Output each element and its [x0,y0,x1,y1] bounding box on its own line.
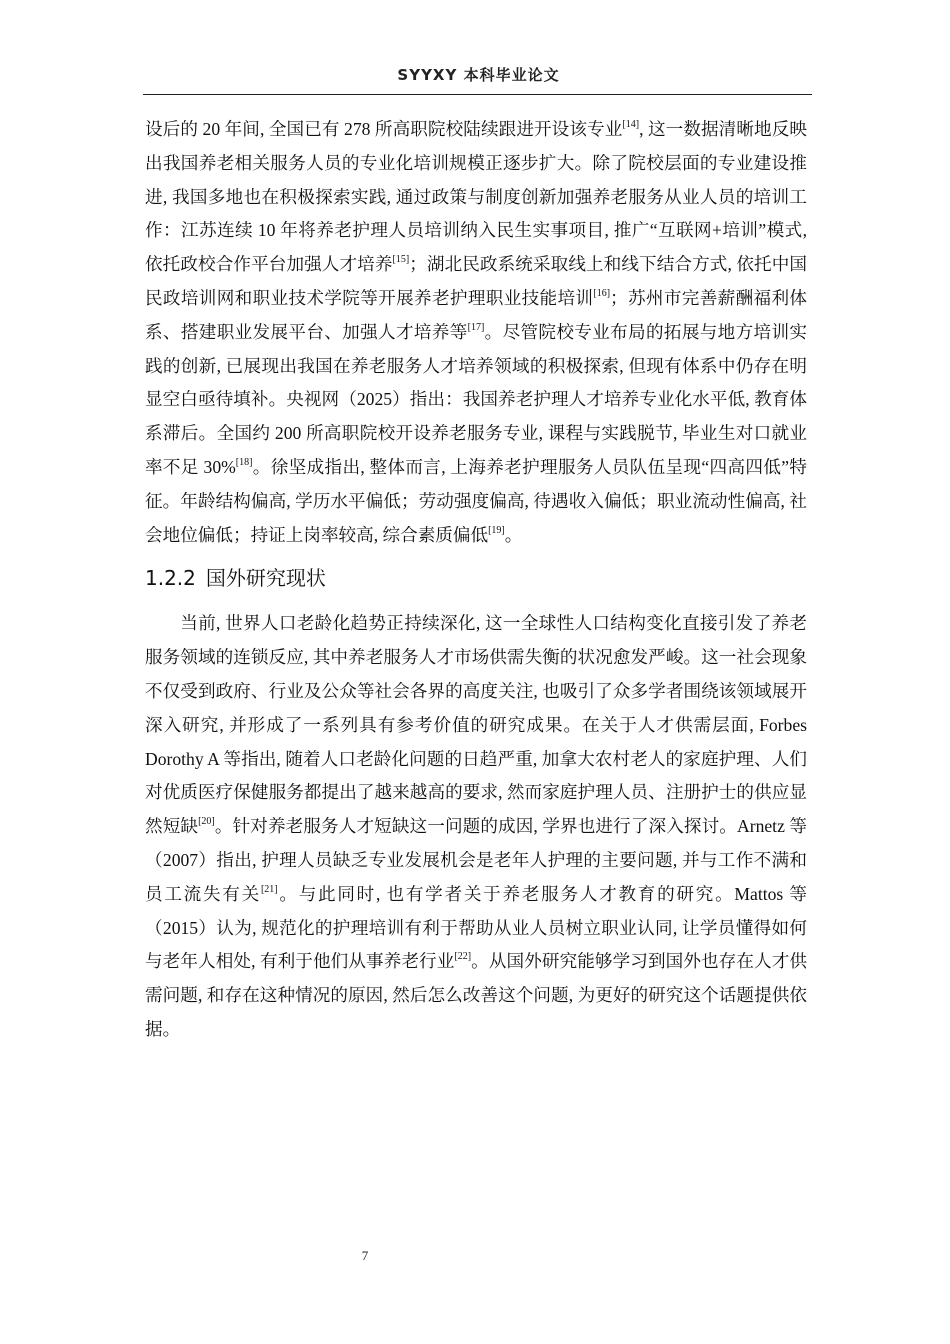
paragraph-text: 当前, 世界人口老龄化趋势正持续深化, 这一全球性人口结构变化直接引发了养老服务领域的连锁反应, 其中养老服务人才市场供需失衡的状况愈发严峻。这一社会现象不仅受到政府、行业及公众等社会各界的高度关注, 也吸引了众多学者围绕该领域展开深入研究, 并形成了一系列具有参考价值的研究成果。在关于人才供需层面, Forbes Dorothy A 等指出, 随着人口老龄化问题的日趋严重, 加拿大农村老人的家庭护理、人们对优质医疗保健服务都提出了越来越高的要求, 然而家庭护理人员、注册护士的供应显然短缺 [145,613,807,837]
paragraph-foreign-status [145,607,807,1046]
paragraph-text: 。与此同时, 也有学者关于养老服务人才教育的研究。Mattos 等（2015）认为, 规范化的护理培训有利于帮助从业人员树立职业认同, 让学员懂得如何与老年人相处, 有利于他们从事养老行业 [145,883,807,972]
citation-ref: [21] [260,883,278,895]
running-header: SYYXY 本科毕业论文 [397,66,560,84]
section-number: 1.2.2 [145,566,196,591]
citation-ref: [20] [198,816,215,828]
paragraph-text: ；湖北民政系统采取线上和线下结合方式, 依托中国民政培训网和职业技术学院等开展养老护理职业技能培训 [145,254,807,308]
page-number: 7 [361,1248,369,1263]
paragraph-domestic-status [145,113,807,552]
paragraph-text: , 这一数据清晰地反映出我国养老相关服务人员的专业化培训规模正逐步扩大。除了院校层面的专业建设推进, 我国多地也在积极探索实践, 通过政策与制度创新加强养老服务从业人员的培训工作：江苏连续 10 年将养老护理人员培训纳入民生实事项目, 推广“互联网+培训”模式, 依托政校合作平台加强人才培养 [145,119,807,275]
paragraph-text: 。从国外研究能够学习到国外也存在人才供需问题, 和存在这种情况的原因, 然后怎么改善这个问题, 为更好的研究这个话题提供依据。 [145,951,807,1039]
citation-ref: [14] [622,119,640,131]
citation-ref: [22] [454,951,472,963]
citation-ref: [16] [593,288,611,300]
citation-ref: [15] [392,254,410,266]
paragraph-text: ；苏州市完善薪酬福利体系、搭建职业发展平台、加强人才培养等 [145,287,807,342]
paragraph-text: 。徐坚成指出, 整体而言, 上海养老护理服务人员队伍呈现“四高四低”特征。年龄结构偏高, 学历水平偏低；劳动强度偏高, 待遇收入偏低；职业流动性偏高, 社会地位偏低；持证上岗率较高, 综合素质偏低 [145,456,807,545]
citation-ref: [18] [235,457,253,469]
header-rule [143,94,812,95]
section-title: 国外研究现状 [205,566,326,591]
section-heading [145,563,807,593]
citation-ref: [17] [467,321,485,333]
paragraph-text: 设后的 20 年间, 全国已有 278 所高职院校陆续跟进开设该专业 [145,119,623,139]
paragraph-text: 。针对养老服务人才短缺这一问题的成因, 学界也进行了深入探讨。Arnetz 等（2007）指出, 护理人员缺乏专业发展机会是老年人护理的主要问题, 并与工作不满和员工流失有关 [145,816,807,904]
paragraph-text: 。 [504,524,523,545]
citation-ref: [19] [488,524,505,536]
paragraph-text: 。尽管院校专业布局的拓展与地方培训实践的创新, 已展现出我国在养老服务人才培养领域的积极探索, 但现有体系中仍存在明显空白亟待填补。央视网（2025）指出：我国养老护理人才培养专业化水平低, 教育体系滞后。全国约 200 所高职院校开设养老服务专业, 课程与实践脱节, 毕业生对口就业率不足 30% [145,321,807,477]
page-content [145,113,807,1047]
